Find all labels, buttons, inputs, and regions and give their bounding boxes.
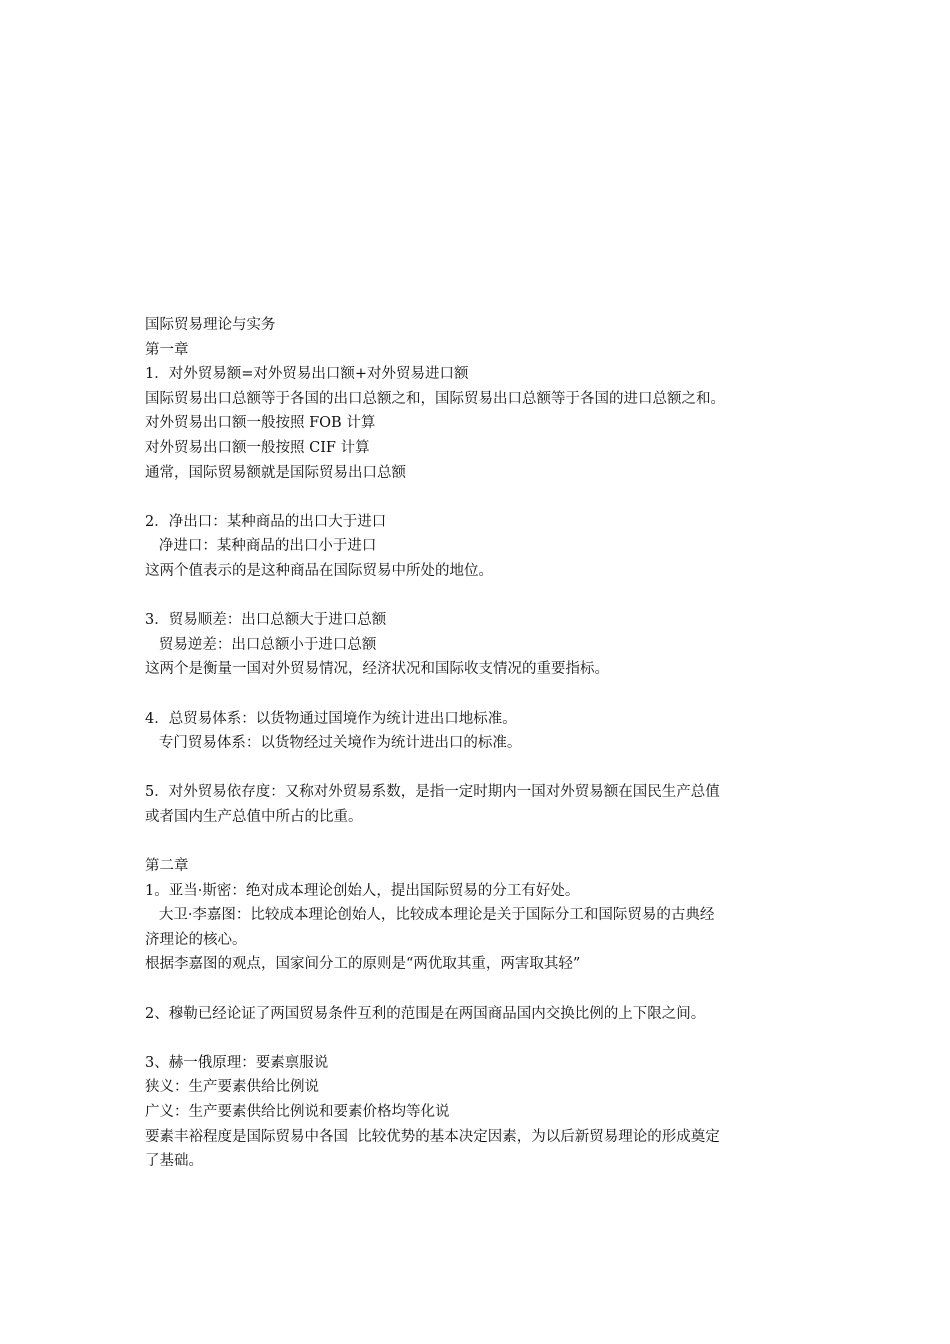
text-line: 这两个是衡量一国对外贸易情况，经济状况和国际收支情况的重要指标。	[145, 661, 609, 678]
text-line: 广义：生产要素供给比例说和要素价格均等化说	[145, 1104, 450, 1120]
text-line: 对外贸易出口额一般按照 FOB 计算	[145, 415, 376, 432]
text-line: 狭义：生产要素供给比例说	[145, 1079, 319, 1096]
blank-line	[145, 584, 810, 609]
text-line: 5．对外贸易依存度：又称对外贸易系数，是指一定时期内一国对外贸易额在国民生产总值	[145, 784, 720, 801]
blank-line	[145, 682, 810, 707]
blank-line	[145, 1026, 810, 1051]
text-line: 贸易逆差：出口总额小于进口总额	[145, 636, 377, 653]
text-line: 4．总贸易体系：以货物通过国境作为统计进出口地标准。	[145, 710, 517, 727]
chapter1-content	[145, 362, 810, 854]
text-line: 3、赫一俄原理：要素禀服说	[145, 1054, 329, 1071]
text-line: 了基础。	[145, 1153, 203, 1170]
document-body	[145, 313, 810, 1174]
text-line: 通常，国际贸易额就是国际贸易出口总额	[145, 464, 406, 481]
text-line: 1．对外贸易额=对外贸易出口额+对外贸易进口额	[145, 366, 469, 383]
chapter2-heading: 第二章	[145, 858, 189, 875]
text-line: 2、穆勒已经论证了两国贸易条件互利的范围是在两国商品国内交换比例的上下限之间。	[145, 1005, 706, 1022]
text-line: 对外贸易出口额一般按照 CIF 计算	[145, 439, 370, 456]
text-line: 根据李嘉图的观点，国家间分工的原则是“两优取其重，两害取其轻”	[145, 956, 581, 973]
text-line: 大卫·李嘉图：比较成本理论创始人，比较成本理论是关于国际分工和国际贸易的古典经	[145, 907, 715, 924]
text-line: 国际贸易出口总额等于各国的出口总额之和，国际贸易出口总额等于各国的进口总额之和。	[145, 390, 725, 407]
chapter1-heading: 第一章	[145, 341, 189, 358]
chapter2-content	[145, 879, 810, 1174]
text-line: 2．净出口：某种商品的出口大于进口	[145, 513, 387, 530]
text-line: 济理论的核心。	[145, 931, 247, 948]
text-line: 专门贸易体系：以货物经过关境作为统计进出口的标准。	[145, 735, 522, 752]
blank-line	[145, 485, 810, 510]
blank-line	[145, 829, 810, 854]
text-line: 这两个值表示的是这种商品在国际贸易中所处的地位。	[145, 562, 493, 579]
text-line: 要素丰裕程度是国际贸易中各国 比较优势的基本决定因素，为以后新贸易理论的形成奠定	[145, 1128, 720, 1145]
blank-line	[145, 756, 810, 781]
text-line: 3．贸易顺差：出口总额大于进口总额	[145, 612, 387, 629]
text-line: 或者国内生产总值中所占的比重。	[145, 808, 363, 825]
text-line: 1。亚当·斯密：绝对成本理论创始人，提出国际贸易的分工有好处。	[145, 882, 580, 899]
document-title: 国际贸易理论与实务	[145, 317, 276, 333]
text-line: 净进口：某种商品的出口小于进口	[145, 538, 377, 555]
blank-line	[145, 977, 810, 1002]
